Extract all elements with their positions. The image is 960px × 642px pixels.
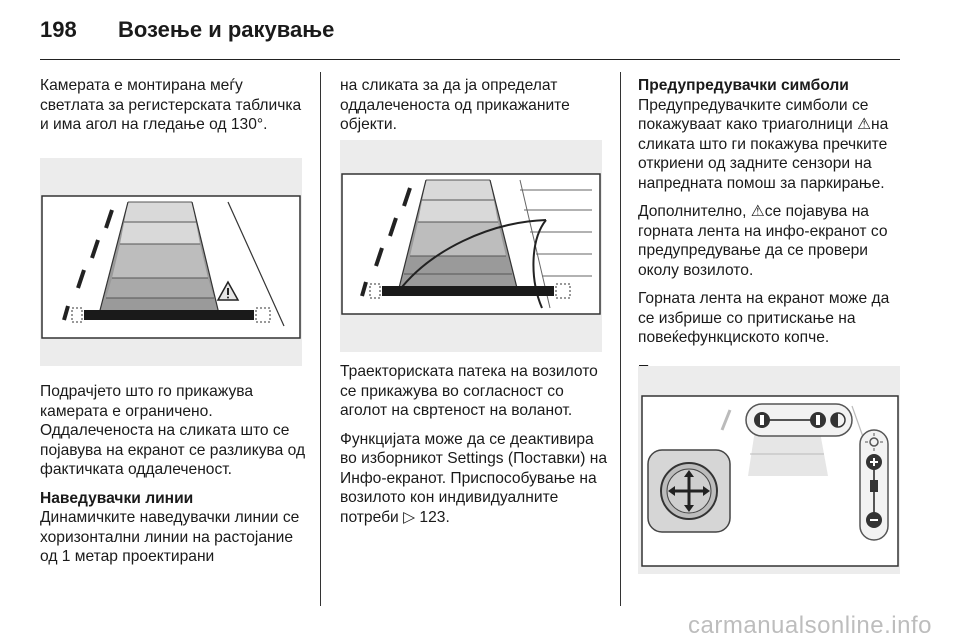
paragraph: Подрачјето што го прикажува камерата е ограничено. Оддалеченоста на сликата што се појавува на екранот се разликува од фактичката оддалеченост. (40, 383, 306, 478)
display-settings-figure (638, 366, 900, 574)
paragraph-text: Предупредувачките симболи се покажуваат како триаголници (638, 96, 869, 133)
column-1-lower (40, 382, 312, 576)
paragraph-text: Дополнително, (638, 203, 747, 220)
paragraph: Горната лента на екранот може да се избрише со притискање на повеќефункциското копче. (638, 290, 890, 346)
trajectory-figure (340, 140, 602, 352)
section-heading: Предупредувачки симболи (638, 77, 849, 94)
warning-triangle-icon: ⚠ (857, 116, 872, 133)
paragraph: Динамичките наведувачки линии се хоризонтални линии на растојание од 1 метар проектирани (40, 509, 300, 565)
paragraph (340, 430, 612, 528)
page-ref-arrow-icon: ▷ (403, 508, 416, 526)
column-3 (638, 76, 904, 381)
paragraph (638, 202, 904, 280)
footer-watermark: carmanualsonline.info (688, 612, 932, 639)
column-2-lower (340, 362, 612, 536)
paragraph: Траекториската патека на возилото се прикажува во согласност со аголот на свртеност на воланот. (340, 363, 598, 419)
paragraph-text: се појавува на горната лента на инфо-екранот со предупредување да се провери околу возилото. (638, 203, 888, 279)
paragraph (638, 96, 904, 194)
header-rule (40, 59, 900, 60)
rear-camera-figure (40, 158, 302, 366)
paragraph-text: Функцијата може да се деактивира во изборникот Settings (Поставки) на Инфо-екранот. Приспособување на возилото кон индивидуалните потреби (340, 430, 608, 526)
page-number: 198 (40, 17, 77, 42)
page-reference-link[interactable]: 123. (419, 508, 450, 526)
page-title: Возење и ракување (118, 17, 335, 42)
column-1 (40, 76, 310, 144)
column-divider (320, 72, 321, 606)
column-2 (340, 76, 612, 144)
paragraph-text: на сликата што ги покажува пречките откриени од задните сензори на напредната помош за паркирање. (638, 116, 889, 192)
page-header (0, 0, 960, 60)
warning-triangle-icon: ⚠ (750, 203, 765, 220)
section-heading: Наведувачки линии (40, 489, 194, 507)
column-divider (620, 72, 621, 606)
paragraph: Камерата е монтирана меѓу светлата за регистерската табличка и има агол на гледање од 130°. (40, 77, 302, 133)
paragraph: на сликата за да ја определат оддалеченоста од прикажаните објекти. (340, 77, 570, 133)
